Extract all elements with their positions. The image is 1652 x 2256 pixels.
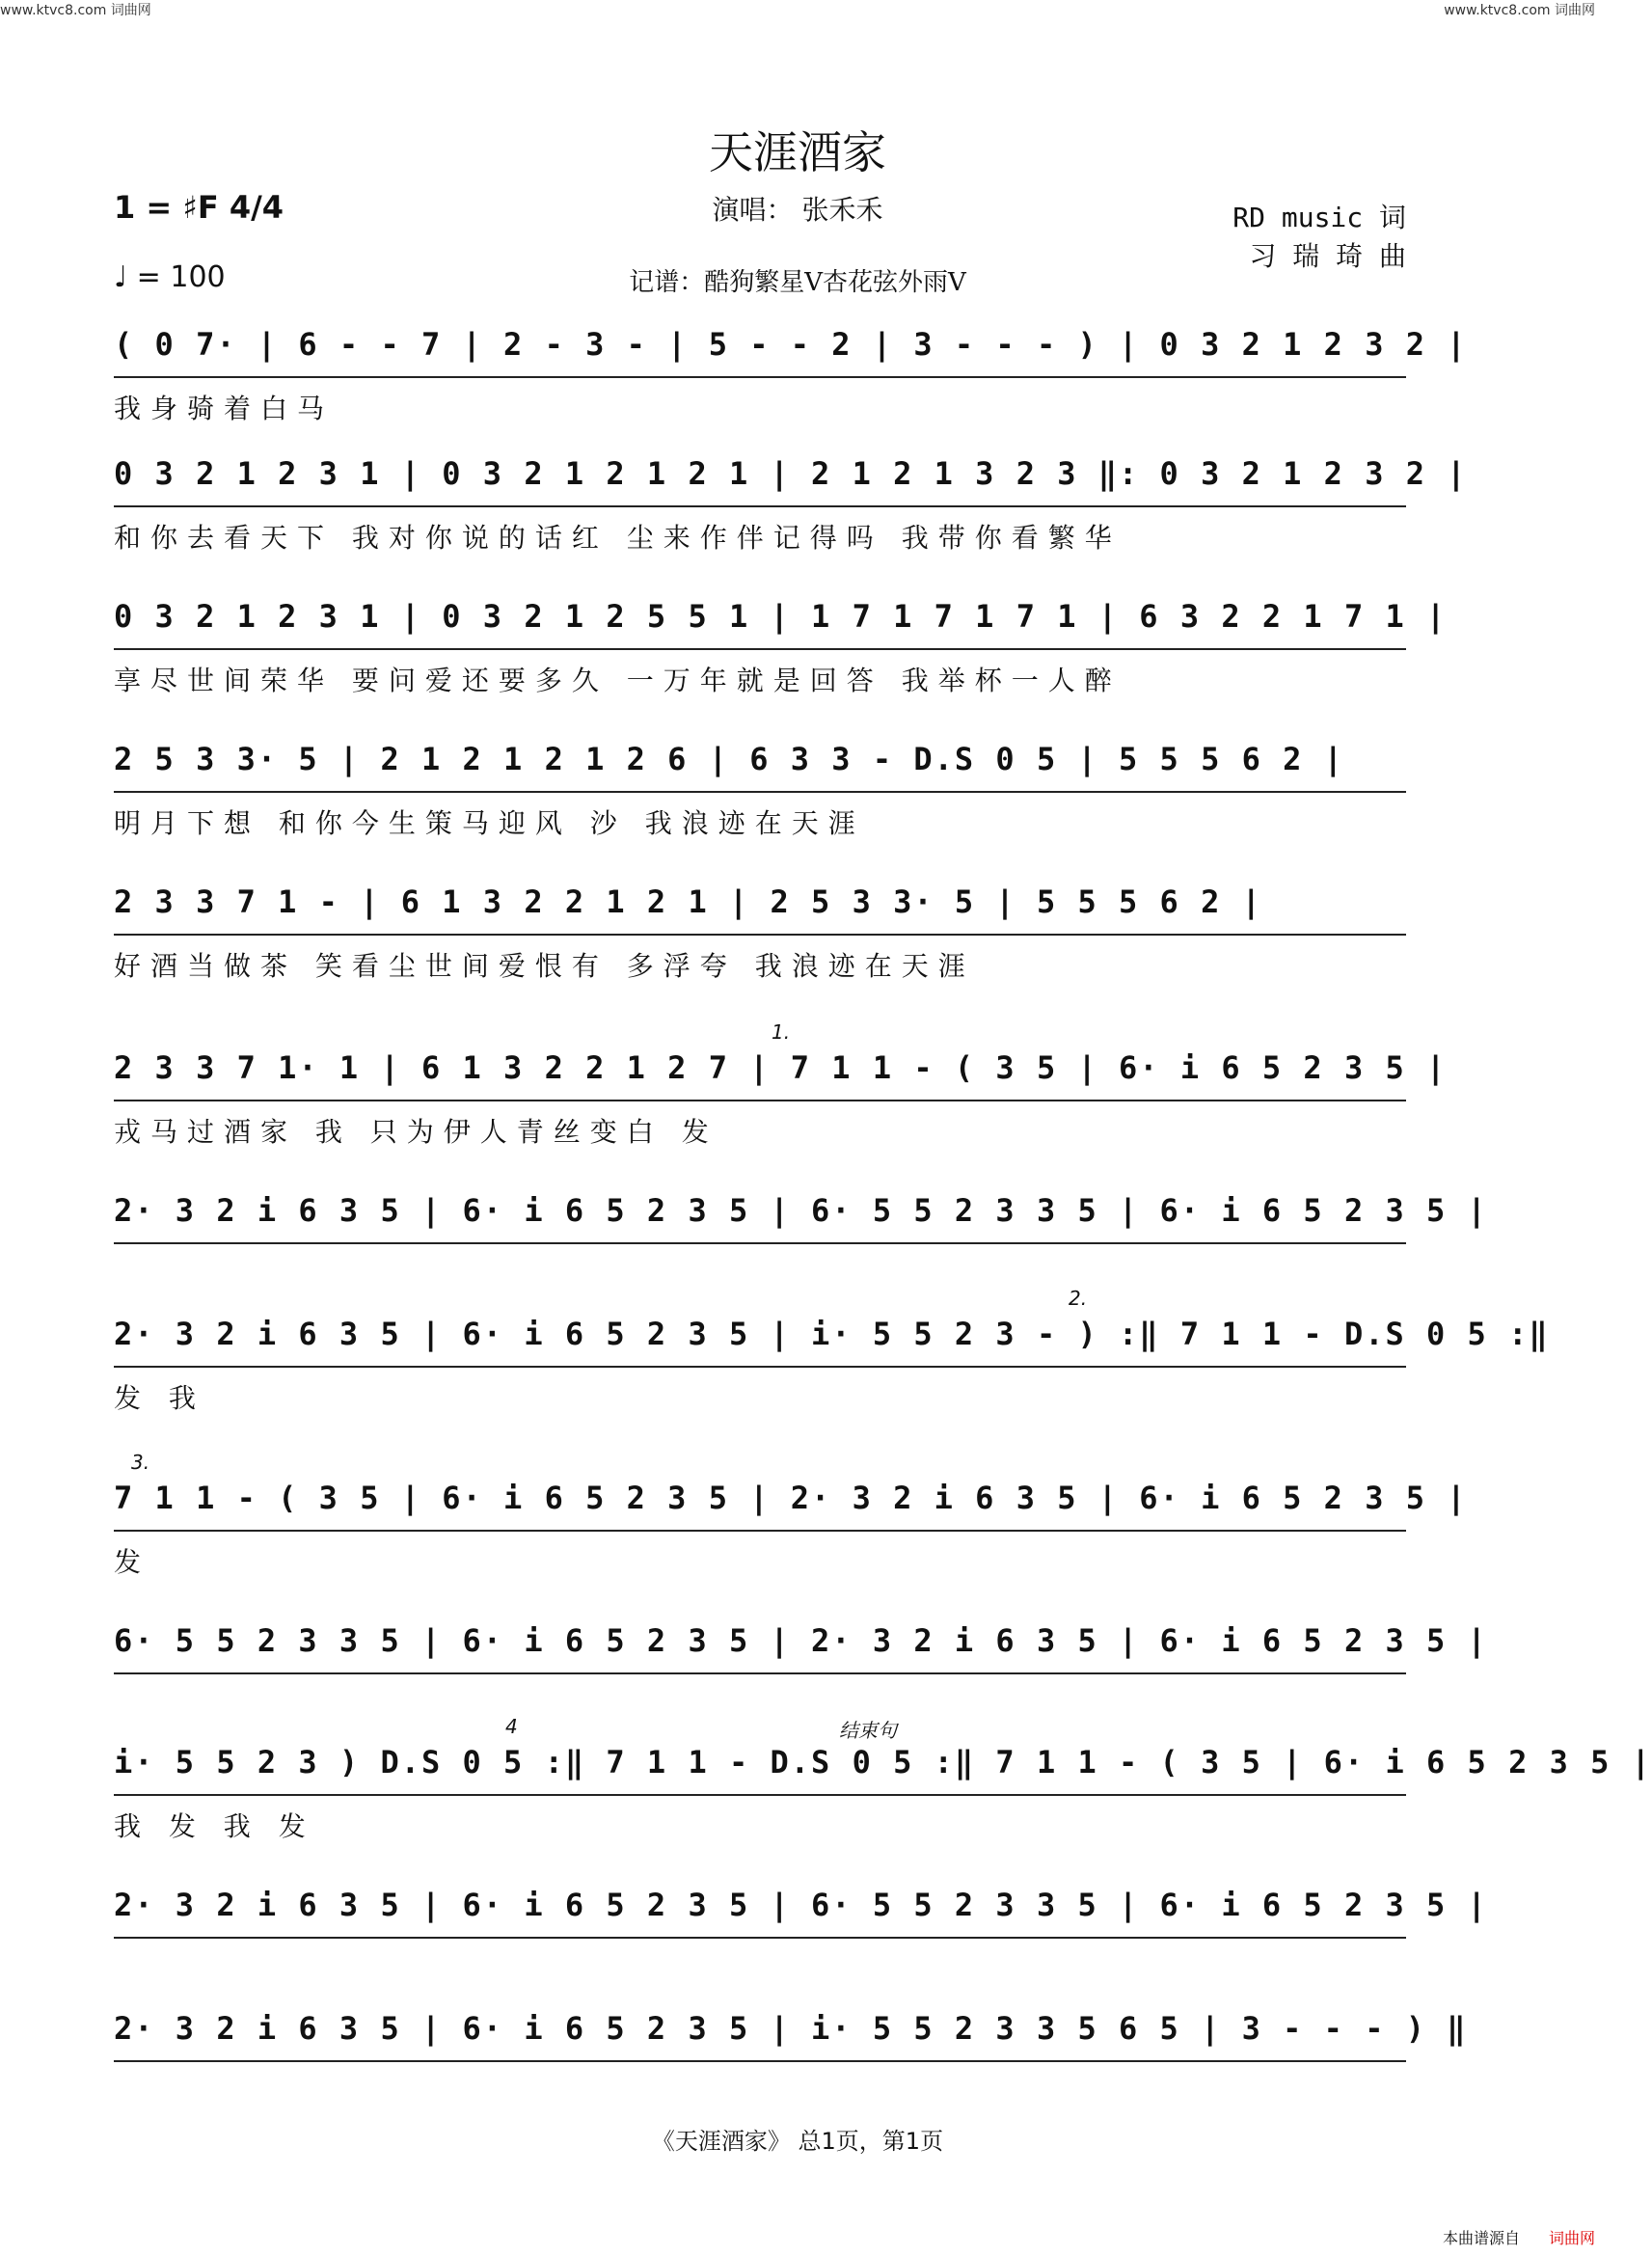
lyrics-row: 我身骑着白马 bbox=[114, 393, 335, 424]
notation-row: 2· 3 2 i 6 3 5 | 6· i 6 5 2 3 5 | i· 5 5 2 3 3 5 6 5 | 3 - - - ) ‖ bbox=[114, 2010, 1406, 2062]
score-system bbox=[114, 2010, 1468, 2105]
lyrics-row: 我 发 我 发 bbox=[114, 1810, 315, 1842]
lyrics-row: 戎马过酒家 我 只为伊人青丝变白 发 bbox=[114, 1116, 718, 1148]
lyrics-row: 明月下想 和你今生策马迎风 沙 我浪迹在天涯 bbox=[114, 807, 865, 839]
score-system bbox=[114, 1192, 1488, 1287]
key-signature: 1 = ♯F 4/4 bbox=[114, 189, 284, 226]
score-system bbox=[114, 741, 1406, 839]
site-watermark-right: www.ktvc8.com 词曲网 bbox=[1444, 3, 1595, 18]
lyrics-row bbox=[114, 1684, 1406, 1717]
ending-marker: 1. bbox=[772, 1020, 791, 1044]
notation-row: 2 3 3 7 1· 1 | 6 1 3 2 2 1 2 7 | 7 1 1 - ( 3 5 | 6· i 6 5 2 3 5 | bbox=[114, 1049, 1406, 1101]
score-system bbox=[114, 1049, 1448, 1148]
lyrics-row: 和你去看天下 我对你说的话红 尘来作伴记得吗 我带你看繁华 bbox=[114, 522, 1122, 554]
page-footer: 《天涯酒家》 总1页，第1页 bbox=[651, 2128, 944, 2155]
score-system bbox=[114, 1316, 1550, 1414]
source-note bbox=[1443, 2226, 1595, 2248]
notation-row: 2 5 3 3· 5 | 2 1 2 1 2 1 2 6 | 6 3 3 - D.S 0 5 | 5 5 5 6 2 | bbox=[114, 741, 1406, 793]
score-system bbox=[114, 883, 1406, 982]
score-system bbox=[114, 1480, 1468, 1578]
lyrics-row bbox=[114, 1254, 1406, 1287]
site-watermark-left: www.ktvc8.com 词曲网 bbox=[0, 3, 151, 18]
ending-marker: 4 bbox=[505, 1715, 518, 1738]
score-system bbox=[114, 598, 1448, 696]
lyrics-row bbox=[114, 1948, 1406, 1981]
brand-label: 词曲网 bbox=[1548, 2229, 1595, 2247]
lyrics-row: 发 我 bbox=[114, 1382, 205, 1414]
notation-row: ( 0 7· | 6 - - 7 | 2 - 3 - | 5 - - 2 | 3 - - - ) | 0 3 2 1 2 3 2 | bbox=[114, 326, 1406, 378]
score-system bbox=[114, 1887, 1488, 1981]
transcriber-credit: 记谱：酷狗繁星V杏花弦外雨V bbox=[629, 268, 966, 297]
lyrics-row bbox=[114, 2072, 1406, 2105]
lyrics-row: 发 bbox=[114, 1546, 151, 1578]
lyricist-credit: RD music 词 bbox=[1232, 202, 1406, 233]
notation-row: 2· 3 2 i 6 3 5 | 6· i 6 5 2 3 5 | 6· 5 5 2 3 3 5 | 6· i 6 5 2 3 5 | bbox=[114, 1887, 1406, 1939]
score-system bbox=[114, 326, 1468, 424]
ending-marker: 结束句 bbox=[839, 1719, 897, 1742]
notation-row: 2· 3 2 i 6 3 5 | 6· i 6 5 2 3 5 | i· 5 5 2 3 - ) :‖ 7 1 1 - D.S 0 5 :‖ bbox=[114, 1316, 1406, 1368]
score-system bbox=[114, 1622, 1488, 1717]
score-system bbox=[114, 455, 1468, 554]
notation-row: i· 5 5 2 3 ) D.S 0 5 :‖ 7 1 1 - D.S 0 5 :‖ 7 1 1 - ( 3 5 | 6· i 6 5 2 3 5 | bbox=[114, 1744, 1406, 1796]
notation-row: 7 1 1 - ( 3 5 | 6· i 6 5 2 3 5 | 2· 3 2 i 6 3 5 | 6· i 6 5 2 3 5 | bbox=[114, 1480, 1406, 1532]
lyrics-row: 享尽世间荣华 要问爱还要多久 一万年就是回答 我举杯一人醉 bbox=[114, 665, 1122, 696]
notation-row: 2· 3 2 i 6 3 5 | 6· i 6 5 2 3 5 | 6· 5 5 2 3 3 5 | 6· i 6 5 2 3 5 | bbox=[114, 1192, 1406, 1244]
composer-credit: 习 瑞 琦 曲 bbox=[1249, 240, 1406, 272]
lyrics-row: 好酒当做茶 笑看尘世间爱恨有 多浮夸 我浪迹在天涯 bbox=[114, 950, 975, 982]
score-system bbox=[114, 1744, 1652, 1842]
source-label: 本曲谱源自 bbox=[1442, 2229, 1520, 2247]
song-title: 天涯酒家 bbox=[709, 126, 886, 178]
tempo-marking: ♩ = 100 bbox=[114, 260, 226, 294]
notation-row: 0 3 2 1 2 3 1 | 0 3 2 1 2 1 2 1 | 2 1 2 1 3 2 3 ‖: 0 3 2 1 2 3 2 | bbox=[114, 455, 1406, 507]
notation-row: 2 3 3 7 1 - | 6 1 3 2 2 1 2 1 | 2 5 3 3· 5 | 5 5 5 6 2 | bbox=[114, 883, 1406, 936]
singer-credit: 演唱： 张禾禾 bbox=[712, 194, 883, 226]
notation-row: 0 3 2 1 2 3 1 | 0 3 2 1 2 5 5 1 | 1 7 1 7 1 7 1 | 6 3 2 2 1 7 1 | bbox=[114, 598, 1406, 650]
ending-marker: 2. bbox=[1069, 1287, 1088, 1310]
credits-block bbox=[1232, 199, 1406, 276]
notation-row: 6· 5 5 2 3 3 5 | 6· i 6 5 2 3 5 | 2· 3 2 i 6 3 5 | 6· i 6 5 2 3 5 | bbox=[114, 1622, 1406, 1674]
ending-marker: 3. bbox=[131, 1451, 150, 1474]
